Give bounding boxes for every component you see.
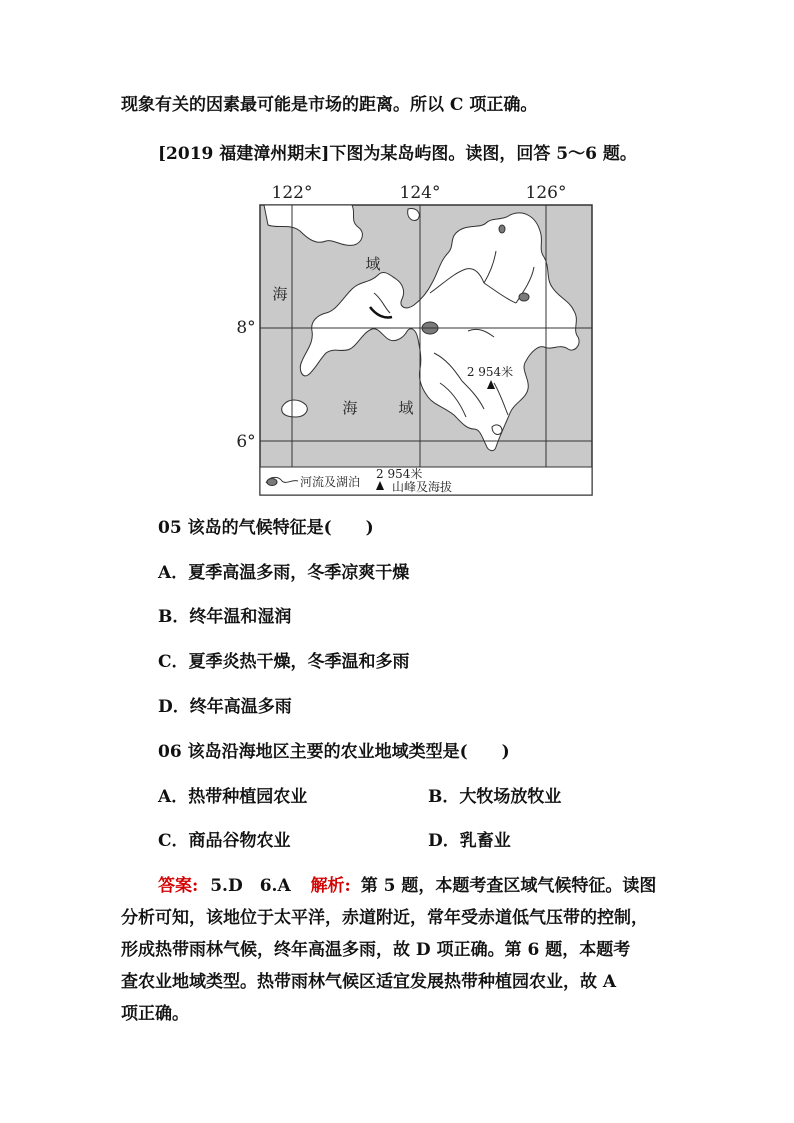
sea-label-south-yu: 域 xyxy=(398,399,414,417)
question-6-stem: 06 该岛沿海地区主要的农业地域类型是( ) xyxy=(158,742,510,762)
lon-label-122: 122° xyxy=(271,183,313,203)
q6-option-b[interactable]: B．大牧场放牧业 xyxy=(428,787,562,807)
peak-elevation-label: 2 954米 xyxy=(466,365,514,379)
q5-option-c[interactable]: C．夏季炎热干燥，冬季温和多雨 xyxy=(158,652,410,672)
legend-river-label: 河流及湖泊 xyxy=(300,475,361,489)
lat-label-6: 6° xyxy=(236,432,256,452)
legend-lake-icon xyxy=(267,479,277,486)
analysis-label: 解析: xyxy=(310,876,351,896)
answer-label: 答案: xyxy=(158,876,199,896)
analysis-text-5: 项正确。 xyxy=(121,1004,189,1024)
q6-option-d[interactable]: D．乳畜业 xyxy=(428,831,511,851)
lon-label-126: 126° xyxy=(525,183,567,203)
q6-option-c[interactable]: C．商品谷物农业 xyxy=(158,831,291,851)
sea-label-north-hai: 海 xyxy=(272,285,288,303)
lat-label-8: 8° xyxy=(236,318,256,338)
question-5-stem: 05 该岛的气候特征是( ) xyxy=(158,518,374,538)
analysis-text-3: 形成热带雨林气候，终年高温多雨，故 D 项正确。第 6 题，本题考 xyxy=(121,940,631,960)
islet-southwest xyxy=(282,400,308,417)
sea-label-north-yu: 域 xyxy=(365,255,381,273)
continuation-text: 现象有关的因素最可能是市场的距离。所以 C 项正确。 xyxy=(121,95,538,115)
analysis-text-2: 分析可知，该地位于太平洋，赤道附近，常年受赤道低气压带的控制， xyxy=(121,908,648,928)
answer-line-1 xyxy=(158,878,656,895)
lon-label-124: 124° xyxy=(399,183,441,203)
lake-3 xyxy=(499,225,505,233)
island-map xyxy=(234,183,596,497)
lake-2 xyxy=(519,293,529,301)
question-intro: [2019 福建漳州期末]下图为某岛屿图。读图，回答 5～6 题。 xyxy=(158,144,637,164)
q6-option-a[interactable]: A．热带种植园农业 xyxy=(158,787,308,807)
legend-peak-label: 山峰及海拔 xyxy=(392,480,453,494)
q5-option-a[interactable]: A．夏季高温多雨，冬季凉爽干燥 xyxy=(158,563,410,583)
legend-peak-value: 2 954米 xyxy=(376,467,423,481)
analysis-text-4: 查农业地域类型。热带雨林气候区适宜发展热带种植园农业，故 A xyxy=(121,972,617,992)
q5-option-d[interactable]: D．终年高温多雨 xyxy=(158,697,292,717)
q5-option-b[interactable]: B．终年温和湿润 xyxy=(158,607,292,627)
analysis-text-1: 第 5 题，本题考查区域气候特征。读图 xyxy=(360,876,657,896)
islet-southeast xyxy=(492,425,502,435)
sea-label-south-hai: 海 xyxy=(342,399,358,417)
answer-values: 5.D 6.A xyxy=(210,876,291,896)
